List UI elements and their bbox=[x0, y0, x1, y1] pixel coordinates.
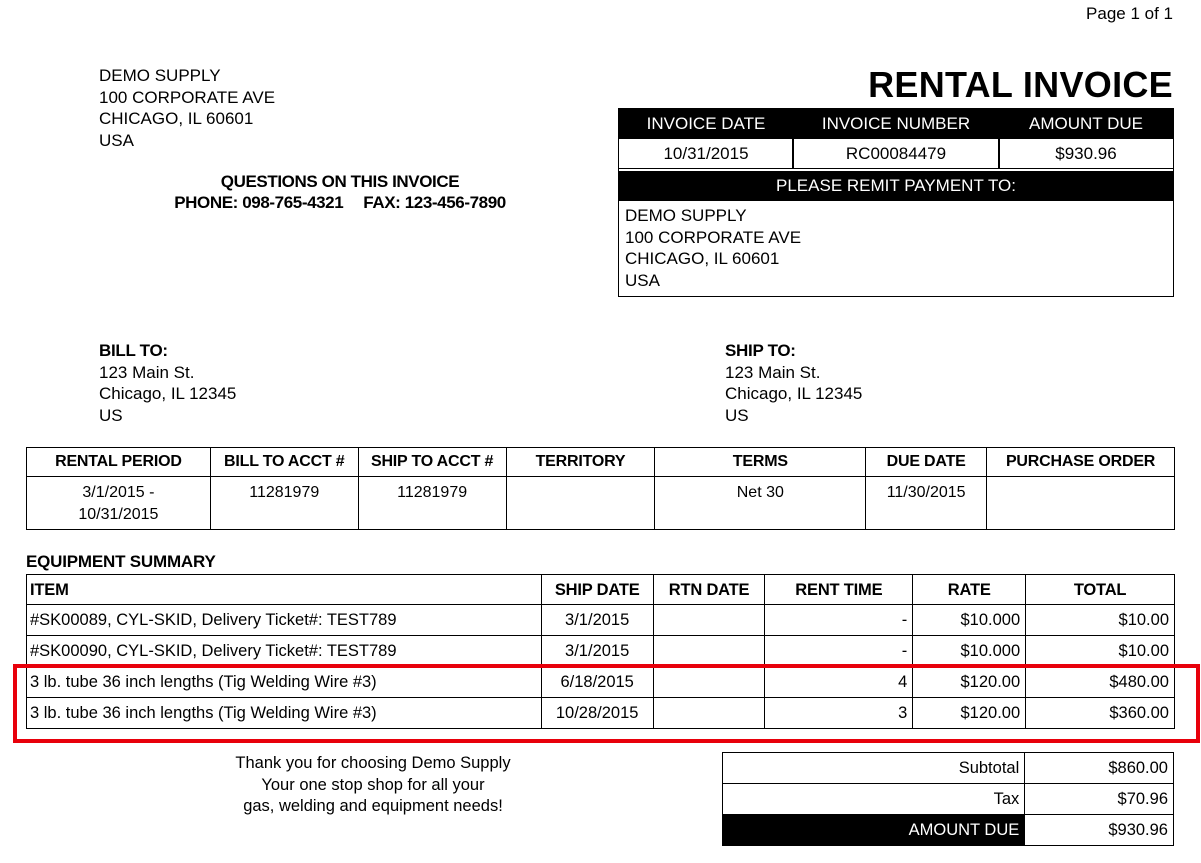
account-info-header-row bbox=[27, 448, 1175, 477]
invoice-number-header: INVOICE NUMBER bbox=[821, 114, 971, 133]
rental-period bbox=[27, 477, 211, 530]
bill-acct-header: BILL TO ACCT # bbox=[210, 448, 358, 477]
thanks-line-1: Thank you for choosing Demo Supply bbox=[235, 754, 511, 772]
rental-period-start: 3/1/2015 - bbox=[82, 484, 155, 501]
thanks-line-2: Your one stop shop for all your bbox=[261, 775, 485, 794]
account-info-table bbox=[26, 447, 1175, 530]
bill-to-street: 123 Main St. bbox=[99, 362, 195, 382]
ship-acct-header: SHIP TO ACCT # bbox=[358, 448, 506, 477]
table-row bbox=[27, 605, 1175, 636]
amount-due-label: AMOUNT DUE bbox=[723, 815, 1025, 846]
ship-to-label: SHIP TO: bbox=[725, 341, 796, 360]
equipment-summary-label: EQUIPMENT SUMMARY bbox=[26, 552, 216, 571]
tax-row bbox=[723, 784, 1174, 815]
ship-date: 6/18/2015 bbox=[541, 667, 653, 698]
subtotal-row bbox=[723, 753, 1174, 784]
item-header: ITEM bbox=[27, 575, 542, 605]
rtn-date bbox=[653, 605, 765, 636]
invoice-number: RC00084479 bbox=[845, 144, 947, 163]
rent-time: 3 bbox=[765, 698, 913, 729]
territory-header: TERRITORY bbox=[506, 448, 655, 477]
purchase-order bbox=[987, 477, 1175, 530]
due-date-header: DUE DATE bbox=[866, 448, 987, 477]
rate: $120.00 bbox=[913, 698, 1026, 729]
remit-name: DEMO SUPPLY bbox=[625, 206, 747, 225]
totals-table bbox=[722, 752, 1174, 846]
tax-label: Tax bbox=[723, 784, 1025, 815]
rent-time: 4 bbox=[765, 667, 913, 698]
company-street: 100 CORPORATE AVE bbox=[99, 87, 276, 107]
territory bbox=[506, 477, 655, 530]
line-total: $360.00 bbox=[1026, 698, 1175, 729]
company-country: USA bbox=[99, 130, 134, 150]
highlight-box bbox=[13, 664, 1200, 743]
invoice-amount-due: $930.96 bbox=[1055, 144, 1117, 163]
invoice-summary-box bbox=[618, 108, 1174, 297]
table-row bbox=[27, 636, 1175, 667]
rtn-date bbox=[653, 636, 765, 667]
remit-header: PLEASE REMIT PAYMENT TO: bbox=[619, 171, 1173, 201]
remit-address bbox=[625, 205, 801, 291]
item-description: 3 lb. tube 36 inch lengths (Tig Welding Wire #3) bbox=[27, 698, 542, 729]
ship-date-header: SHIP DATE bbox=[541, 575, 653, 605]
fax-number: FAX: 123-456-7890 bbox=[363, 193, 506, 212]
line-total: $480.00 bbox=[1026, 667, 1175, 698]
ship-to-street: 123 Main St. bbox=[725, 362, 821, 382]
rate: $10.000 bbox=[913, 636, 1026, 667]
ship-to-city: Chicago, IL 12345 bbox=[725, 384, 863, 403]
invoice-date-header: INVOICE DATE bbox=[646, 114, 766, 133]
equipment-header-row bbox=[27, 575, 1175, 605]
rent-time: - bbox=[765, 605, 913, 636]
remit-city: CHICAGO, IL 60601 bbox=[625, 249, 780, 268]
invoice-date: 10/31/2015 bbox=[663, 144, 749, 163]
subtotal-label: Subtotal bbox=[723, 753, 1025, 784]
tax-value: $70.96 bbox=[1025, 784, 1174, 815]
bill-to-block bbox=[99, 340, 236, 426]
invoice-title: RENTAL INVOICE bbox=[868, 64, 1173, 105]
bill-to-label: BILL TO: bbox=[99, 341, 168, 360]
ship-date: 3/1/2015 bbox=[541, 605, 653, 636]
account-info-row bbox=[27, 477, 1175, 530]
total-header: TOTAL bbox=[1026, 575, 1175, 605]
amount-due-header: AMOUNT DUE bbox=[1029, 114, 1143, 133]
thank-you-message bbox=[200, 753, 546, 818]
company-name: DEMO SUPPLY bbox=[99, 66, 221, 85]
company-address bbox=[99, 65, 275, 151]
rate: $120.00 bbox=[913, 667, 1026, 698]
questions-block bbox=[150, 171, 530, 213]
page-number: Page 1 of 1 bbox=[1086, 4, 1173, 23]
purchase-order-header: PURCHASE ORDER bbox=[987, 448, 1175, 477]
bill-acct: 11281979 bbox=[210, 477, 358, 530]
terms: Net 30 bbox=[655, 477, 866, 530]
item-description: #SK00089, CYL-SKID, Delivery Ticket#: TEST789 bbox=[27, 605, 542, 636]
rent-time: - bbox=[765, 636, 913, 667]
amount-due-value: $930.96 bbox=[1025, 815, 1174, 846]
item-description: 3 lb. tube 36 inch lengths (Tig Welding Wire #3) bbox=[27, 667, 542, 698]
line-total: $10.00 bbox=[1026, 605, 1175, 636]
rental-period-end: 10/31/2015 bbox=[78, 506, 159, 523]
thanks-line-3: gas, welding and equipment needs! bbox=[243, 797, 503, 815]
ship-date: 10/28/2015 bbox=[541, 698, 653, 729]
rate-header: RATE bbox=[913, 575, 1026, 605]
item-description: #SK00090, CYL-SKID, Delivery Ticket#: TEST789 bbox=[27, 636, 542, 667]
invoice-summary-header bbox=[619, 109, 1173, 139]
line-total: $10.00 bbox=[1026, 636, 1175, 667]
rtn-date-header: RTN DATE bbox=[653, 575, 765, 605]
invoice-summary-values bbox=[619, 139, 1173, 169]
terms-header: TERMS bbox=[655, 448, 866, 477]
bill-to-country: US bbox=[99, 405, 123, 425]
ship-date: 3/1/2015 bbox=[541, 636, 653, 667]
ship-to-block bbox=[725, 340, 862, 426]
ship-to-country: US bbox=[725, 405, 749, 425]
company-city: CHICAGO, IL 60601 bbox=[99, 109, 254, 128]
remit-country: USA bbox=[625, 270, 660, 290]
remit-street: 100 CORPORATE AVE bbox=[625, 227, 802, 247]
ship-acct: 11281979 bbox=[358, 477, 506, 530]
rate: $10.000 bbox=[913, 605, 1026, 636]
rent-time-header: RENT TIME bbox=[765, 575, 913, 605]
subtotal-value: $860.00 bbox=[1025, 753, 1174, 784]
due-date: 11/30/2015 bbox=[866, 477, 987, 530]
questions-heading: QUESTIONS ON THIS INVOICE bbox=[220, 172, 460, 191]
rental-period-header: RENTAL PERIOD bbox=[27, 448, 211, 477]
bill-to-city: Chicago, IL 12345 bbox=[99, 384, 237, 403]
amount-due-row bbox=[723, 815, 1174, 846]
phone-number: PHONE: 098-765-4321 bbox=[174, 193, 344, 212]
